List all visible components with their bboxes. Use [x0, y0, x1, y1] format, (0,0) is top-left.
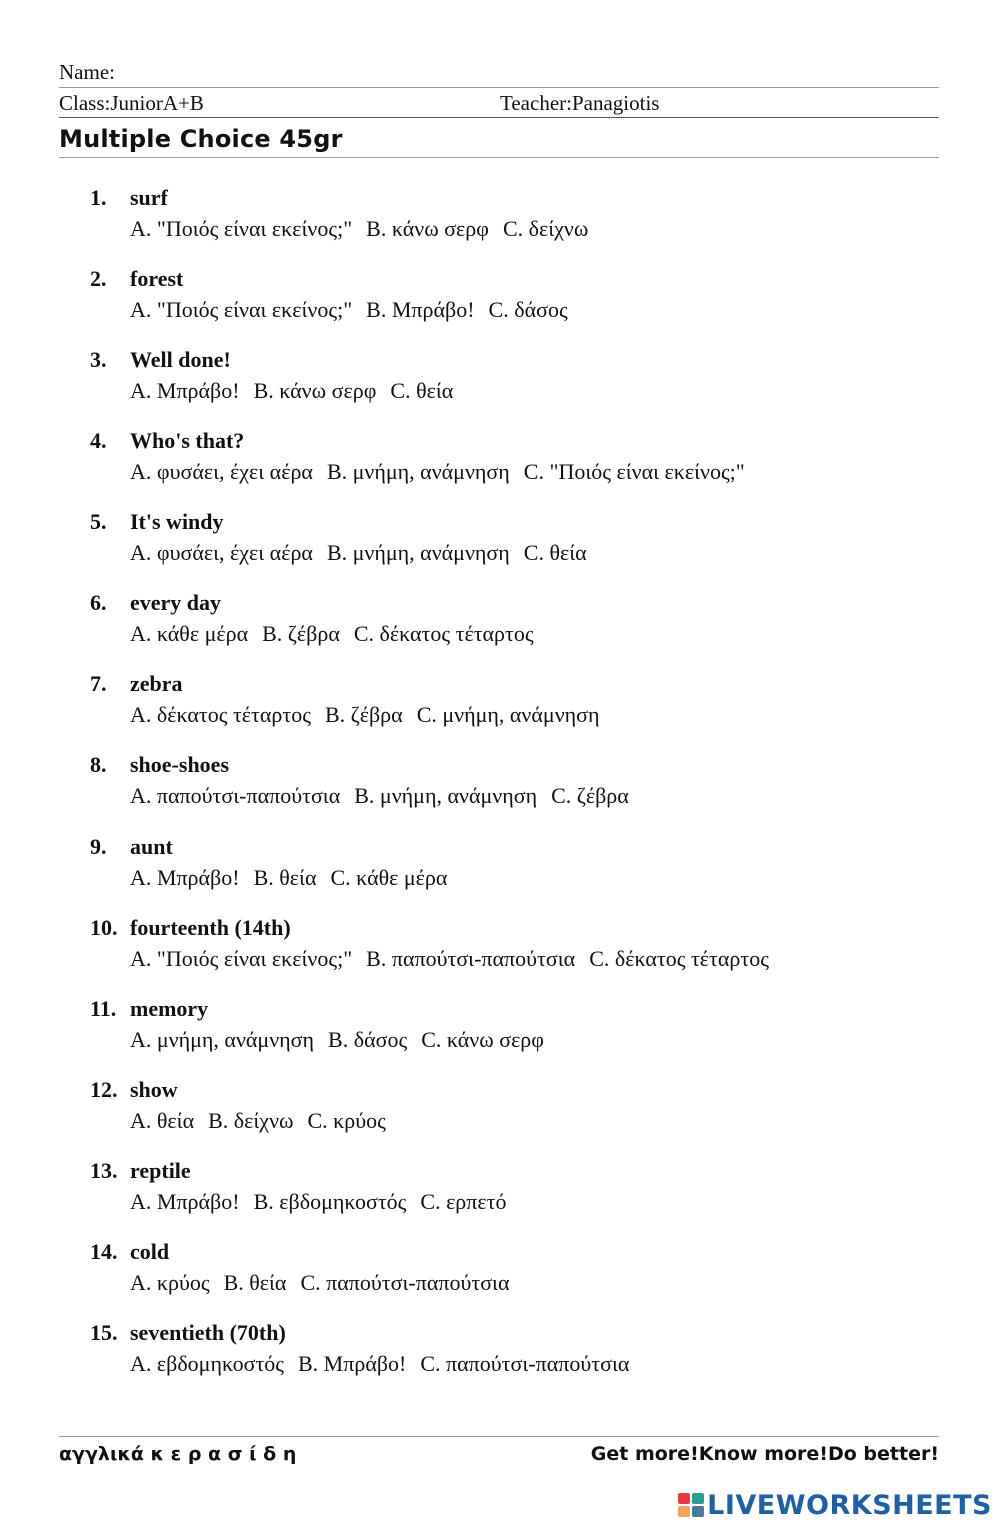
- question-number: 8.: [90, 752, 107, 778]
- question-word: memory: [130, 995, 209, 1021]
- answer-option[interactable]: C. μνήμη, ανάμνηση: [416, 702, 600, 728]
- question-number: 11.: [90, 995, 117, 1021]
- question-word: aunt: [130, 833, 173, 859]
- question-number: 4.: [90, 428, 107, 454]
- name-label: Name:: [59, 60, 115, 84]
- answer-options: [130, 783, 643, 809]
- question-item: [90, 1234, 940, 1315]
- answer-option[interactable]: A. Μπράβο!: [130, 378, 240, 404]
- question-item: [90, 342, 940, 423]
- answer-option[interactable]: A. Μπράβο!: [130, 1188, 240, 1214]
- question-word: show: [130, 1076, 178, 1102]
- answer-options: [130, 621, 548, 647]
- answer-option[interactable]: A. κρύος: [130, 1269, 210, 1295]
- answer-option[interactable]: C. κρύος: [307, 1107, 386, 1133]
- question-number: 15.: [90, 1319, 118, 1345]
- answer-option[interactable]: B. θεία: [223, 1269, 287, 1295]
- footer-left-text: αγγλικά κ ε ρ α σ ί δ η: [59, 1443, 297, 1465]
- question-item: [90, 1153, 940, 1234]
- question-item: [90, 504, 940, 585]
- answer-options: [130, 297, 582, 323]
- question-number: 9.: [90, 833, 107, 859]
- question-item: [90, 180, 940, 261]
- question-item: [90, 829, 940, 910]
- answer-option[interactable]: C. "Ποιός είναι εκείνος;": [523, 459, 745, 485]
- answer-option[interactable]: C. δέκατος τέταρτος: [353, 621, 534, 647]
- answer-option[interactable]: B. ζέβρα: [262, 621, 340, 647]
- name-row: [59, 58, 939, 88]
- answer-option[interactable]: B. Μπράβο!: [298, 1350, 407, 1376]
- answer-option[interactable]: A. "Ποιός είναι εκείνος;": [130, 297, 353, 323]
- answer-option[interactable]: A. δέκατος τέταρτος: [130, 702, 311, 728]
- answer-option[interactable]: C. θεία: [523, 540, 587, 566]
- question-number: 10.: [90, 914, 118, 940]
- answer-option[interactable]: A. "Ποιός είναι εκείνος;": [130, 945, 353, 971]
- answer-option[interactable]: C. κάθε μέρα: [330, 864, 448, 890]
- logo-square: [692, 1493, 704, 1504]
- question-number: 6.: [90, 590, 107, 616]
- question-item: [90, 1072, 940, 1153]
- class-label: Class:JuniorA+B: [59, 91, 204, 115]
- answer-option[interactable]: A. παπούτσι-παπούτσια: [130, 783, 341, 809]
- answer-option[interactable]: A. εβδομηκοστός: [130, 1350, 284, 1376]
- question-item: [90, 1315, 940, 1396]
- answer-option[interactable]: C. κάνω σερφ: [421, 1026, 544, 1052]
- question-number: 3.: [90, 347, 107, 373]
- answer-option[interactable]: B. κάνω σερφ: [253, 378, 377, 404]
- question-word: reptile: [130, 1157, 191, 1183]
- question-word: forest: [130, 266, 184, 292]
- answer-option[interactable]: B. δείχνω: [208, 1107, 294, 1133]
- answer-options: [130, 946, 783, 972]
- answer-option[interactable]: C. ζέβρα: [551, 783, 629, 809]
- worksheet-title: Multiple Choice 45gr: [59, 122, 939, 158]
- question-item: [90, 261, 940, 342]
- question-word: cold: [130, 1238, 170, 1264]
- question-word: every day: [130, 590, 222, 616]
- question-word: Who's that?: [130, 428, 245, 454]
- answer-option[interactable]: B. μνήμη, ανάμνηση: [326, 459, 510, 485]
- answer-option[interactable]: C. δέκατος τέταρτος: [589, 945, 769, 971]
- logo-square: [678, 1493, 690, 1504]
- logo-square: [692, 1506, 704, 1517]
- question-word: shoe-shoes: [130, 752, 230, 778]
- question-item: [90, 747, 940, 828]
- answer-option[interactable]: B. εβδομηκοστός: [253, 1188, 407, 1214]
- answer-options: [130, 1351, 643, 1377]
- liveworksheets-logo-icon: [678, 1493, 704, 1517]
- answer-option[interactable]: A. θεία: [130, 1107, 195, 1133]
- answer-options: [130, 1270, 524, 1296]
- question-item: [90, 423, 940, 504]
- question-word: fourteenth (14th): [130, 914, 291, 940]
- answer-options: [130, 1108, 400, 1134]
- answer-options: [130, 702, 614, 728]
- answer-options: [130, 1027, 558, 1053]
- question-list: [90, 180, 940, 1396]
- question-item: [90, 585, 940, 666]
- answer-option[interactable]: B. Μπράβο!: [366, 297, 475, 323]
- answer-option[interactable]: A. μνήμη, ανάμνηση: [130, 1026, 315, 1052]
- answer-options: [130, 865, 461, 891]
- question-word: surf: [130, 185, 168, 210]
- answer-options: [130, 540, 601, 566]
- answer-options: [130, 216, 602, 242]
- question-word: It's windy: [130, 509, 224, 535]
- question-word: seventieth (70th): [130, 1319, 286, 1345]
- answer-option[interactable]: A. Μπράβο!: [130, 864, 240, 890]
- question-item: [90, 910, 940, 991]
- answer-option[interactable]: B. δάσος: [328, 1026, 408, 1052]
- answer-option[interactable]: B. θεία: [253, 864, 317, 890]
- answer-option[interactable]: B. μνήμη, ανάμνηση: [326, 540, 510, 566]
- answer-options: [130, 378, 467, 404]
- answer-option[interactable]: A. "Ποιός είναι εκείνος;": [130, 216, 353, 241]
- answer-option[interactable]: C. παπούτσι-παπούτσια: [420, 1350, 630, 1376]
- question-number: 1.: [90, 185, 107, 210]
- liveworksheets-brand-text: LIVEWORKSHEETS: [707, 1489, 992, 1521]
- answer-option[interactable]: C. θεία: [390, 378, 454, 404]
- answer-option[interactable]: C. παπούτσι-παπούτσια: [300, 1269, 510, 1295]
- question-number: 5.: [90, 509, 107, 535]
- answer-option[interactable]: A. κάθε μέρα: [130, 621, 249, 647]
- question-item: [90, 991, 940, 1072]
- answer-options: [130, 459, 759, 485]
- teacher-label: Teacher:Panagiotis: [500, 91, 660, 115]
- question-number: 14.: [90, 1238, 118, 1264]
- question-number: 2.: [90, 266, 107, 292]
- footer: [59, 1436, 939, 1471]
- answer-option[interactable]: B. παπούτσι-παπούτσια: [366, 945, 576, 971]
- class-teacher-row: [59, 89, 939, 118]
- question-number: 13.: [90, 1157, 118, 1183]
- answer-option[interactable]: B. μνήμη, ανάμνηση: [354, 783, 538, 809]
- answer-option[interactable]: C. ερπετό: [420, 1188, 507, 1214]
- question-word: zebra: [130, 671, 183, 697]
- footer-right-text: Get more!Know more!Do better!: [590, 1443, 939, 1465]
- logo-square: [678, 1506, 690, 1517]
- answer-options: [130, 1189, 520, 1215]
- liveworksheets-logo[interactable]: [678, 1490, 992, 1520]
- answer-option[interactable]: A. φυσάει, έχει αέρα: [130, 540, 313, 566]
- question-item: [90, 666, 940, 747]
- question-number: 7.: [90, 671, 107, 697]
- answer-option[interactable]: C. δάσος: [488, 297, 568, 323]
- answer-option[interactable]: C. δείχνω: [502, 216, 589, 241]
- answer-option[interactable]: A. φυσάει, έχει αέρα: [130, 459, 313, 485]
- answer-option[interactable]: B. ζέβρα: [324, 702, 403, 728]
- question-number: 12.: [90, 1076, 118, 1102]
- question-word: Well done!: [130, 347, 231, 373]
- answer-option[interactable]: B. κάνω σερφ: [366, 216, 489, 241]
